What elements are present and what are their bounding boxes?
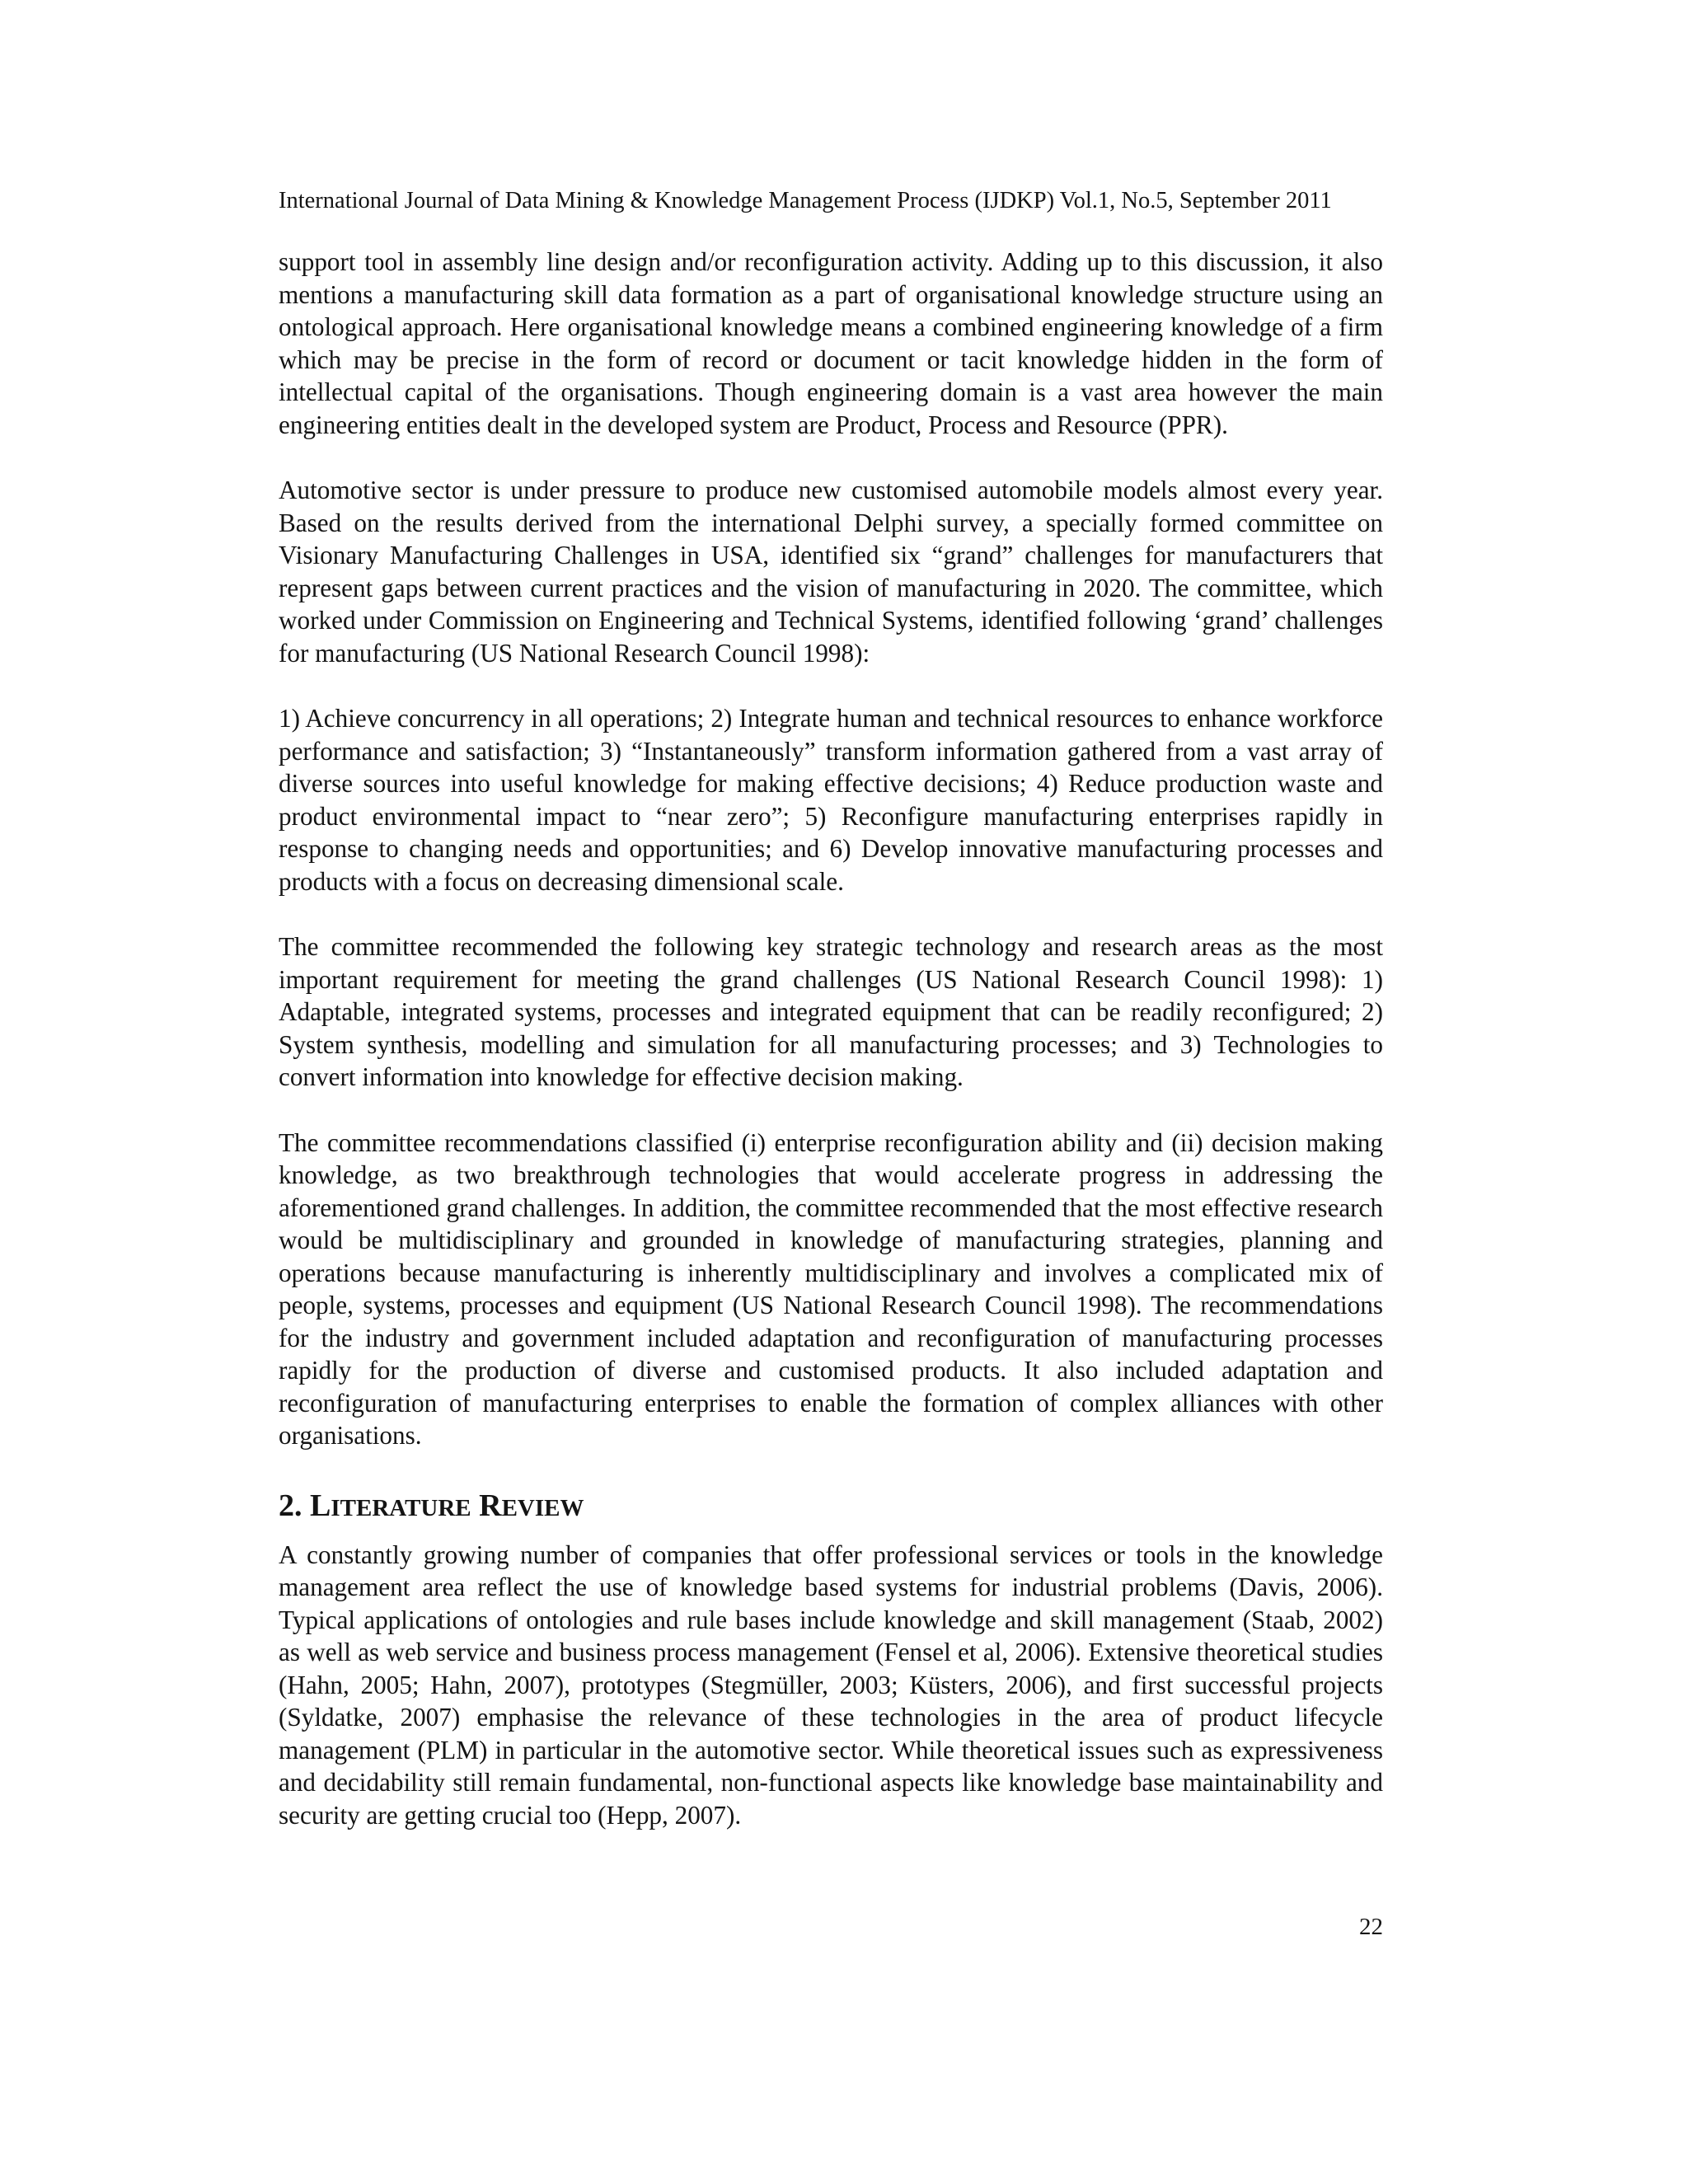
section-title-rest-1: ITERATURE [331, 1494, 471, 1521]
section-title-initial-1: L [310, 1488, 331, 1523]
paragraph-strategic-areas: The committee recommended the following key strategic technology and research areas as the most important requirement for meeting the grand challenges (US National Research Council 1998): 1) Adaptable, integrated systems, processes and integrated equipment that can be readily reconfigured; 2) System synthesis, modelling and simulation for all manufacturing processes; and 3) Technologies to convert information into knowledge for effective decision making. [279, 932, 1383, 1091]
section-title-rest-2: EVIEW [501, 1494, 584, 1521]
section-heading-literature-review [279, 1485, 1383, 1529]
paragraph-literature-review: A constantly growing number of companies that offer professional services or tools in the knowledge management area reflect the use of knowledge based systems for industrial problems (Davis, 2006). Typical applications of ontologies and rule bases include knowledge and skill management (Staab, 2002) as well as web service and business process management (Fensel et al, 2006). Extensive theoretical studies (Hahn, 2005; Hahn, 2007), prototypes (Stegmüller, 2003; Küsters, 2006), and first successful projects (Syldatke, 2007) emphasise the relevance of these technologies in the area of product lifecycle management (PLM) in particular in the automotive sector. While theoretical issues such as expressiveness and decidability still remain fundamental, non-functional aspects like knowledge base maintainability and security are getting crucial too (Hepp, 2007). [279, 1540, 1383, 1830]
page-number: 22 [1359, 1914, 1383, 1940]
section-title-initial-2: R [479, 1488, 502, 1523]
paragraph-automotive-sector: Automotive sector is under pressure to produce new customised automobile models almost every year. Based on the results derived from the international Delphi survey, a specially formed committee on Visionary Manufacturing Challenges in USA, identified six “grand” challenges for manufacturers that represent gaps between current practices and the vision of manufacturing in 2020. The committee, which worked under Commission on Engineering and Technical Systems, identified following ‘grand’ challenges for manufacturing (US National Research Council 1998): [279, 476, 1383, 668]
section-number: 2. [279, 1488, 302, 1523]
running-header: International Journal of Data Mining & Knowledge Management Process (IJDKP) Vol.1, No.5, September 2011 [279, 188, 1332, 213]
paragraph-ppr-intro: support tool in assembly line design and/or reconfiguration activity. Adding up to this discussion, it also mentions a manufacturing skill data formation as a part of organisational knowledge structure using an ontological approach. Here organisational knowledge means a combined engineering knowledge of a firm which may be precise in the form of record or document or tacit knowledge hidden in the form of intellectual capital of the organisations. Though engineering domain is a vast area however the main engineering entities dealt in the developed system are Product, Process and Resource (PPR). [279, 247, 1383, 439]
paragraph-committee-recommendations: The committee recommendations classified (i) enterprise reconfiguration ability and (ii) decision making knowledge, as two breakthrough technologies that would accelerate progress in addressing the aforementioned grand challenges. In addition, the committee recommended that the most effective research would be multidisciplinary and grounded in knowledge of manufacturing strategies, planning and operations because manufacturing is inherently multidisciplinary and involves a complicated mix of people, systems, processes and equipment (US National Research Council 1998). The recommendations for the industry and government included adaptation and reconfiguration of manufacturing processes rapidly for the production of diverse and customised products. It also included adaptation and reconfiguration of manufacturing enterprises to enable the formation of complex alliances with other organisations. [279, 1127, 1383, 1450]
paragraph-grand-challenges-list: 1) Achieve concurrency in all operations; 2) Integrate human and technical resources to enhance workforce performance and satisfaction; 3) “Instantaneously” transform information gathered from a vast array of diverse sources into useful knowledge for making effective decisions; 4) Reduce production waste and product environmental impact to “near zero”; 5) Reconfigure manufacturing enterprises rapidly in response to changing needs and opportunities; and 6) Develop innovative manufacturing processes and products with a focus on decreasing dimensional scale. [279, 704, 1383, 896]
body-text [279, 246, 1383, 1864]
